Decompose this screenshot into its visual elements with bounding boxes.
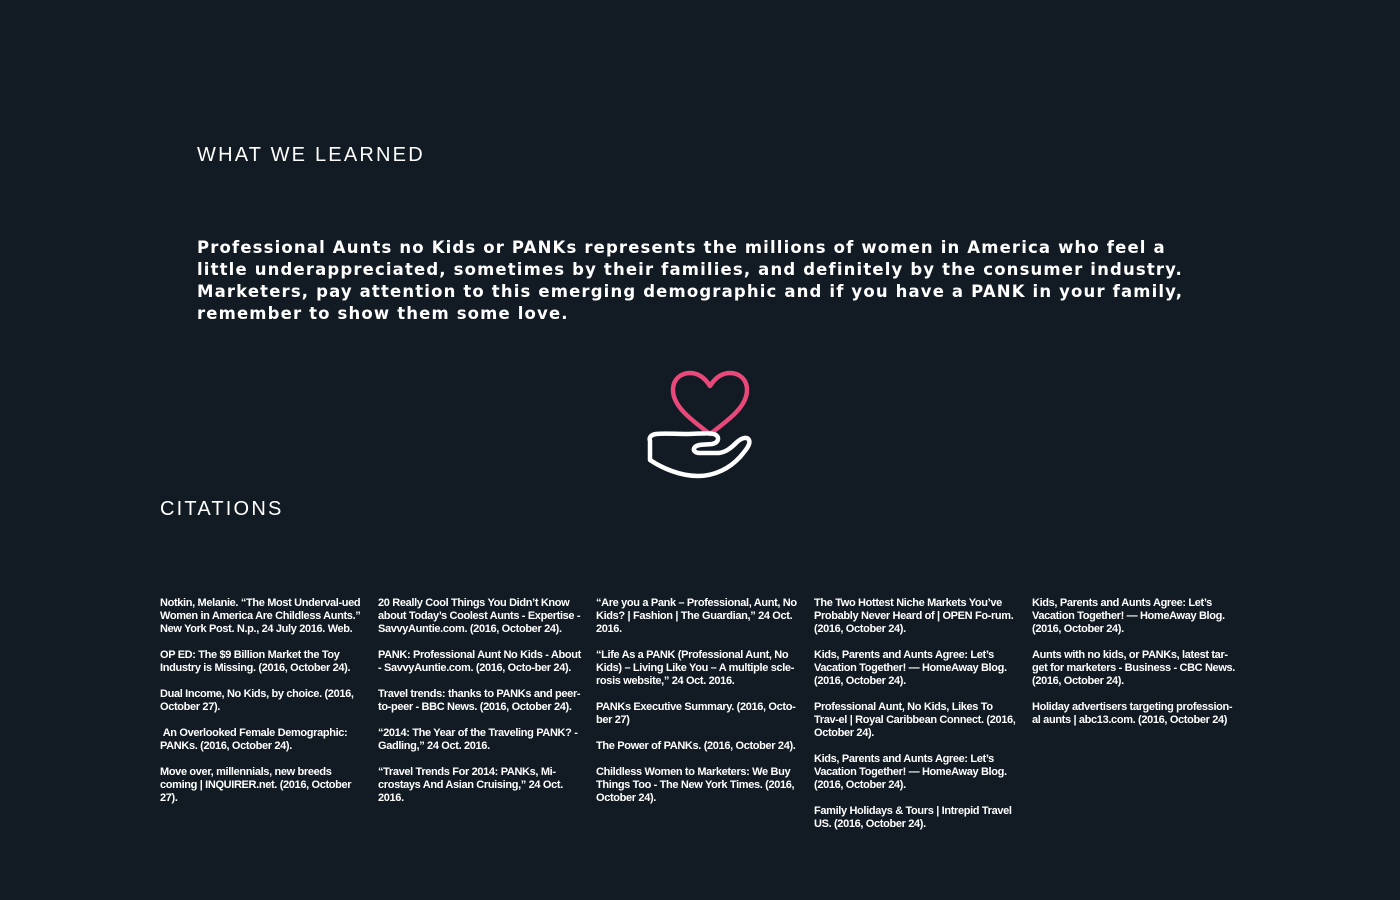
citation-item: OP ED: The $9 Billion Market the Toy Industry is Missing. (2016, October 24). (160, 649, 351, 674)
heart-in-hand-icon-graphic (640, 364, 760, 484)
citation-item: Holiday advertisers targeting profession-al aunts | abc13.com. (2016, October 24) (1032, 701, 1233, 726)
heart-icon (673, 373, 747, 434)
citation-item: Aunts with no kids, or PANKs, latest tar-get for marketers - Business - CBC News. (2016, October 24). (1032, 649, 1236, 687)
citation-item: The Power of PANKs. (2016, October 24). (596, 740, 796, 752)
citation-item: Childless Women to Marketers: We Buy Things Too - The New York Times. (2016, October 24). (596, 766, 795, 804)
citation-item: 20 Really Cool Things You Didn’t Know about Today’s Coolest Aunts - Expertise - SavvyAuntie.com. (2016, October 24). (378, 597, 581, 635)
citation-item: Travel trends: thanks to PANKs and peer-to-peer - BBC News. (2016, October 24). (378, 688, 581, 713)
citation-item: Family Holidays & Tours | Intrepid Travel US. (2016, October 24). (814, 805, 1012, 830)
citation-item: “Life As a PANK (Professional Aunt, No Kids) – Living Like You – A multiple scle-rosis website,” 24 Oct. 2016. (596, 649, 795, 687)
citation-item: Move over, millennials, new breeds coming | INQUIRER.net. (2016, October 27). (160, 766, 352, 804)
what-we-learned-heading: WHAT WE LEARNED (197, 144, 425, 166)
hand-icon (650, 433, 750, 476)
citation-item: PANK: Professional Aunt No Kids - About - SavvyAuntie.com. (2016, Octo-ber 24). (378, 649, 581, 674)
citation-item: The Two Hottest Niche Markets You’ve Probably Never Heard of | OPEN Fo-rum. (2016, October 24). (814, 597, 1014, 635)
citation-item: PANKs Executive Summary. (2016, Octo-ber 27) (596, 701, 796, 726)
citations-column-5 (1032, 597, 1237, 844)
citation-item: Kids, Parents and Aunts Agree: Let’s Vacation Together! — HomeAway Blog. (2016, October 24). (1032, 597, 1225, 635)
summary-paragraph: Professional Aunts no Kids or PANKs represents the millions of women in America who feel a little underappreciated, sometimes by their families, and definitely by the consumer industry. Marketers, pay attention to this emerging demographic and if you have a PANK in your family, remember to show them some love. (197, 238, 1184, 323)
citation-item: Dual Income, No Kids, by choice. (2016, October 27). (160, 688, 354, 713)
citation-item: “Are you a Pank – Professional, Aunt, No Kids? | Fashion | The Guardian,” 24 Oct. 2016. (596, 597, 797, 635)
citation-item: Kids, Parents and Aunts Agree: Let’s Vacation Together! — HomeAway Blog. (2016, October 24). (814, 649, 1007, 687)
heart-in-hand-icon (640, 364, 760, 484)
citations-heading: CITATIONS (160, 498, 284, 520)
citation-item: Notkin, Melanie. “The Most Underval-ued Women in America Are Childless Aunts.” New York Post. N.p., 24 July 2016. Web. (160, 597, 361, 635)
citations-column-2 (378, 597, 583, 844)
citation-item: Kids, Parents and Aunts Agree: Let’s Vacation Together! — HomeAway Blog. (2016, October 24). (814, 753, 1007, 791)
citations-column-3 (596, 597, 801, 844)
citation-item: “2014: The Year of the Traveling PANK? - Gadling,” 24 Oct. 2016. (378, 727, 578, 752)
citation-item: Professional Aunt, No Kids, Likes To Trav-el | Royal Caribbean Connect. (2016, October 24). (814, 701, 1016, 739)
citation-item: An Overlooked Female Demographic: PANKs. (2016, October 24). (160, 727, 348, 752)
citation-item: “Travel Trends For 2014: PANKs, Mi-crostays And Asian Cruising,” 24 Oct. 2016. (378, 766, 563, 804)
citations-column-1 (160, 597, 365, 844)
citations-column-4 (814, 597, 1019, 844)
citations-columns (160, 597, 1237, 844)
